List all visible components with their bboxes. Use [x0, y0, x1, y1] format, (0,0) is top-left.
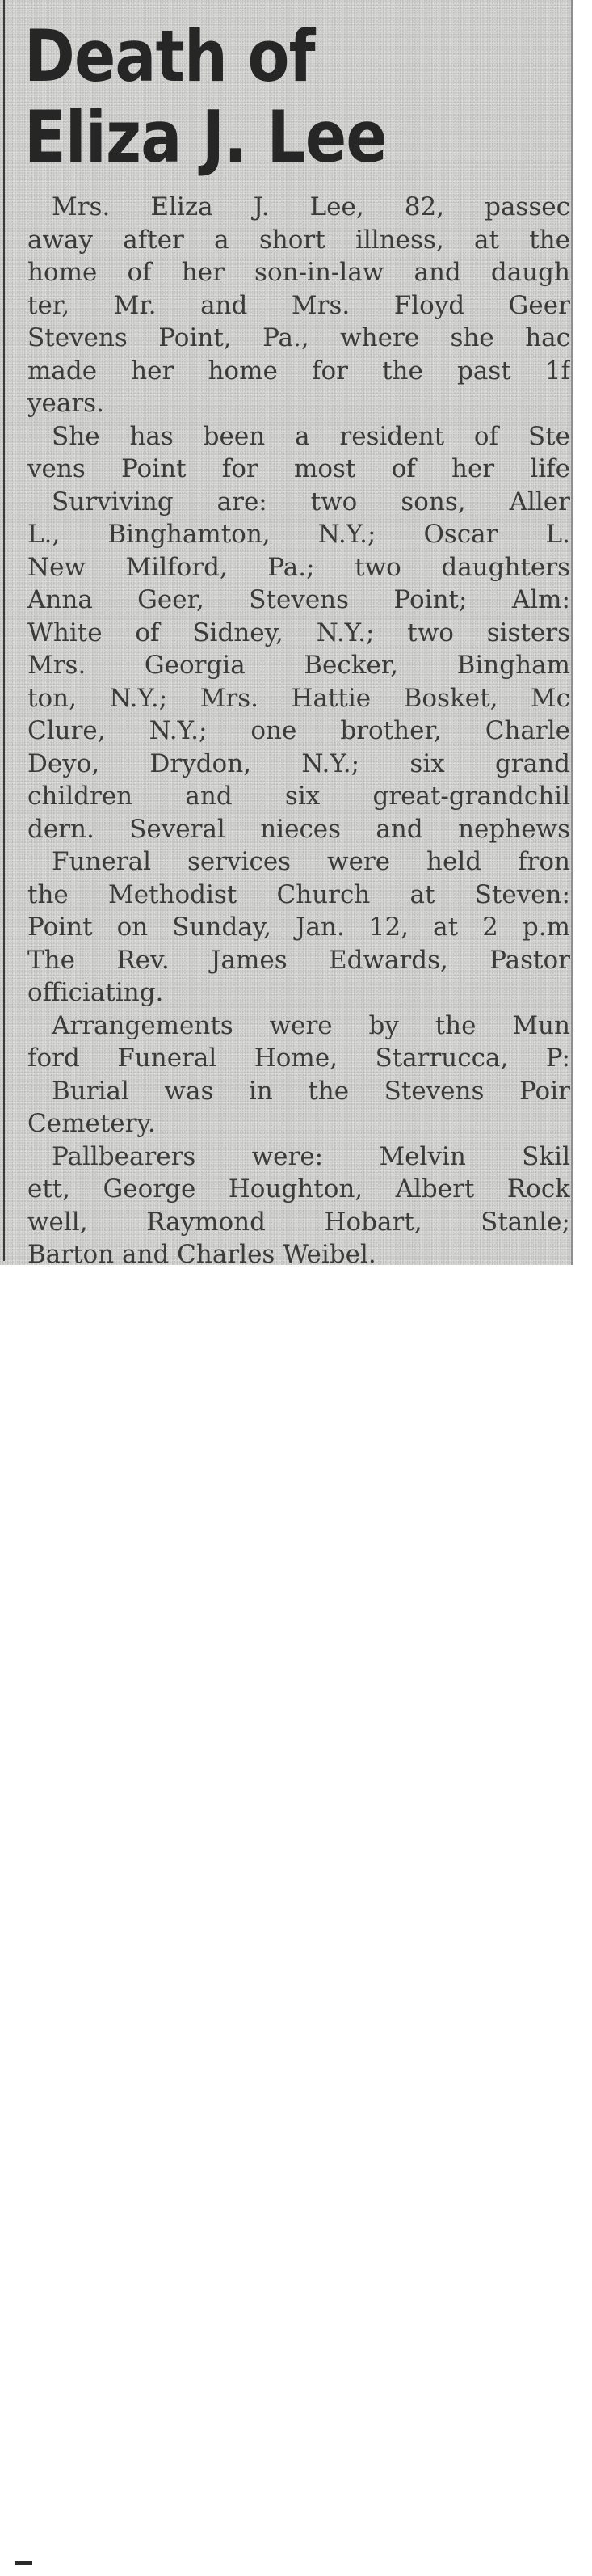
word: Pa.; [267, 552, 315, 582]
word: a [214, 225, 229, 255]
article-line: years. [27, 389, 104, 418]
word: nieces [260, 814, 342, 844]
word: Eliza [150, 192, 213, 221]
word: after [123, 225, 184, 255]
word: vens [27, 454, 86, 483]
word: in [248, 1076, 273, 1106]
word: of [127, 258, 152, 287]
article-line [27, 748, 570, 781]
word: sons, [401, 487, 466, 516]
word: home [208, 356, 278, 386]
column-rule [3, 0, 5, 1261]
word: at [433, 913, 459, 942]
word: 2 [482, 913, 498, 942]
article-line [27, 518, 570, 551]
word: George [103, 1174, 196, 1204]
word: Rev. [116, 945, 170, 975]
word: Jan. [296, 913, 345, 942]
word: her [181, 258, 225, 287]
word: Burial [52, 1076, 129, 1106]
word: Alm: [511, 585, 570, 614]
word: the [27, 879, 69, 909]
word: of [135, 618, 160, 647]
word: short [258, 225, 325, 255]
word: Steven: [474, 879, 570, 909]
word: Aller [509, 487, 570, 516]
word: past [456, 356, 511, 386]
word: two [407, 618, 454, 647]
word: was [164, 1076, 214, 1106]
word: Starrucca, [375, 1043, 509, 1073]
word: sisters [486, 618, 570, 647]
word: Poir [519, 1076, 570, 1106]
article-line [27, 355, 570, 388]
word: Floyd [393, 290, 465, 320]
article-line [27, 551, 570, 584]
word: Mrs. [27, 651, 86, 680]
word: passec [485, 192, 570, 221]
clipping-edge [571, 0, 573, 1265]
word: Geer [508, 290, 570, 320]
word: the [435, 1010, 477, 1040]
word: Sunday, [172, 913, 272, 942]
word: 1f [544, 356, 570, 386]
word: great-grandchil [372, 782, 570, 811]
article-line [27, 256, 570, 289]
word: New [27, 552, 86, 582]
word: by [368, 1010, 399, 1040]
word: dern. [27, 814, 94, 844]
article-line [27, 1140, 570, 1174]
word: the [382, 356, 423, 386]
word: services [187, 847, 292, 876]
word: Mrs. [291, 290, 351, 320]
word: away [27, 225, 94, 255]
word: her [131, 356, 174, 386]
article-line [27, 486, 570, 519]
word: Becker, [304, 651, 399, 680]
word: Houghton, [228, 1174, 363, 1204]
word: Geer, [137, 585, 204, 614]
word: Drydon, [149, 748, 252, 778]
word: for [221, 454, 258, 483]
article-line [27, 191, 570, 224]
word: Georgia [144, 651, 246, 680]
word: Hobart, [324, 1207, 422, 1237]
word: Charle [485, 716, 570, 745]
word: Stanle; [481, 1207, 570, 1237]
word: daughters [441, 552, 570, 582]
word: Surviving [52, 487, 174, 516]
word: N.Y.; [301, 748, 360, 778]
word: Church [276, 879, 371, 909]
word: Point; [393, 585, 468, 614]
ink-mark [15, 2561, 32, 2576]
word: Point [27, 913, 93, 942]
word: Funeral [117, 1043, 217, 1073]
article-line [27, 879, 570, 912]
word: of [473, 421, 499, 451]
word: six [284, 782, 321, 811]
word: Bosket, [403, 683, 498, 713]
article-line [27, 813, 570, 846]
word: Deyo, [27, 748, 100, 778]
word: Several [129, 814, 225, 844]
word: were [327, 847, 391, 876]
word: hac [525, 323, 570, 352]
word: Binghamton, [107, 520, 271, 549]
word: Arrangements [52, 1010, 233, 1040]
word: most [293, 454, 356, 483]
word: Funeral [52, 847, 152, 876]
article-line [27, 944, 570, 977]
word: grand [495, 748, 570, 778]
word: Pallbearers [52, 1141, 196, 1171]
word: Stevens [27, 323, 128, 352]
word: well, [27, 1207, 88, 1237]
word: N.Y.; [316, 618, 375, 647]
word: children [27, 782, 133, 811]
word: daugh [490, 258, 570, 287]
word: were [269, 1010, 333, 1040]
word: her [451, 454, 495, 483]
word: Sidney, [192, 618, 283, 647]
word: She [52, 421, 100, 451]
article-line [27, 617, 570, 650]
article-line [27, 1075, 570, 1108]
word: six [409, 748, 445, 778]
word: brother, [340, 716, 442, 745]
word: P: [545, 1043, 570, 1073]
word: Milford, [125, 552, 228, 582]
word: Raymond [146, 1207, 266, 1237]
word: son-in-law [254, 258, 384, 287]
word: and [414, 258, 461, 287]
word: she [450, 323, 494, 352]
word: Mc [530, 683, 570, 713]
article-line [27, 682, 570, 715]
headline [24, 16, 387, 178]
word: at [409, 879, 435, 909]
word: p.m [522, 913, 570, 942]
word: Ste [527, 421, 570, 451]
word: Pastor [489, 945, 570, 975]
article-line [27, 911, 570, 944]
article-line [27, 715, 570, 748]
word: made [27, 356, 98, 386]
article-line: Cemetery. [27, 1109, 156, 1138]
word: The [27, 945, 75, 975]
word: Methodist [107, 879, 237, 909]
word: Skil [522, 1141, 570, 1171]
word: fron [518, 847, 570, 876]
word: life [530, 454, 570, 483]
word: ett, [27, 1174, 71, 1204]
word: on [116, 913, 149, 942]
word: Mr. [113, 290, 157, 320]
word: illness, [355, 225, 444, 255]
word: J. [253, 192, 270, 221]
word: Rock [506, 1174, 570, 1204]
word: ton, [27, 683, 77, 713]
page-margin [0, 1265, 592, 1315]
word: are: [216, 487, 267, 516]
word: White [27, 618, 103, 647]
word: two [355, 552, 401, 582]
word: Home, [254, 1043, 338, 1073]
word: L., [27, 520, 61, 549]
newspaper-clipping [0, 0, 573, 1265]
word: 12, [368, 913, 409, 942]
article-line [27, 1206, 570, 1239]
word: Mrs. [199, 683, 258, 713]
article-line [27, 420, 570, 453]
article-line [27, 1042, 570, 1075]
word: has [129, 421, 174, 451]
article-line: Barton and Charles Weibel. [27, 1240, 376, 1265]
article-line [27, 453, 570, 486]
word: James [211, 945, 288, 975]
word: Mrs. [52, 192, 111, 221]
word: N.Y.; [149, 716, 208, 745]
word: were: [251, 1141, 324, 1171]
word: held [426, 847, 482, 876]
article-line [27, 584, 570, 617]
word: L. [545, 520, 570, 549]
word: Edwards, [328, 945, 448, 975]
word: where [340, 323, 420, 352]
article-body [27, 191, 570, 1265]
word: of [391, 454, 416, 483]
article-line [27, 322, 570, 355]
article-line [27, 289, 570, 323]
word: at [473, 225, 499, 255]
word: Stevens [249, 585, 350, 614]
word: Stevens [384, 1076, 485, 1106]
word: Albert [395, 1174, 475, 1204]
word: Point, [158, 323, 232, 352]
headline-line-1: Death of [24, 15, 315, 98]
word: and [185, 782, 233, 811]
word: ford [27, 1043, 80, 1073]
article-line [27, 845, 570, 879]
word: Mun [512, 1010, 570, 1040]
word: Clure, [27, 716, 106, 745]
article-line [27, 649, 570, 682]
word: Pa., [262, 323, 309, 352]
article-line [27, 224, 570, 257]
word: the [529, 225, 570, 255]
word: and [376, 814, 423, 844]
article-line [27, 780, 570, 813]
word: Anna [27, 585, 93, 614]
word: Melvin [379, 1141, 466, 1171]
word: Oscar [423, 520, 498, 549]
word: N.Y.; [317, 520, 376, 549]
word: ter, [27, 290, 70, 320]
word: one [250, 716, 297, 745]
word: N.Y.; [109, 683, 168, 713]
word: Hattie [291, 683, 372, 713]
word: Lee, [309, 192, 364, 221]
headline-line-2: Eliza J. Lee [24, 95, 387, 179]
word: been [203, 421, 266, 451]
word: the [308, 1076, 350, 1106]
word: two [310, 487, 358, 516]
word: Point [120, 454, 187, 483]
word: resident [339, 421, 445, 451]
word: for [311, 356, 348, 386]
word: nephews [458, 814, 570, 844]
word: Bingham [456, 651, 570, 680]
article-line [27, 1173, 570, 1206]
word: 82, [404, 192, 445, 221]
word: home [27, 258, 98, 287]
article-line [27, 1010, 570, 1043]
article-line: officiating. [27, 978, 164, 1007]
word: a [295, 421, 310, 451]
word: and [200, 290, 248, 320]
